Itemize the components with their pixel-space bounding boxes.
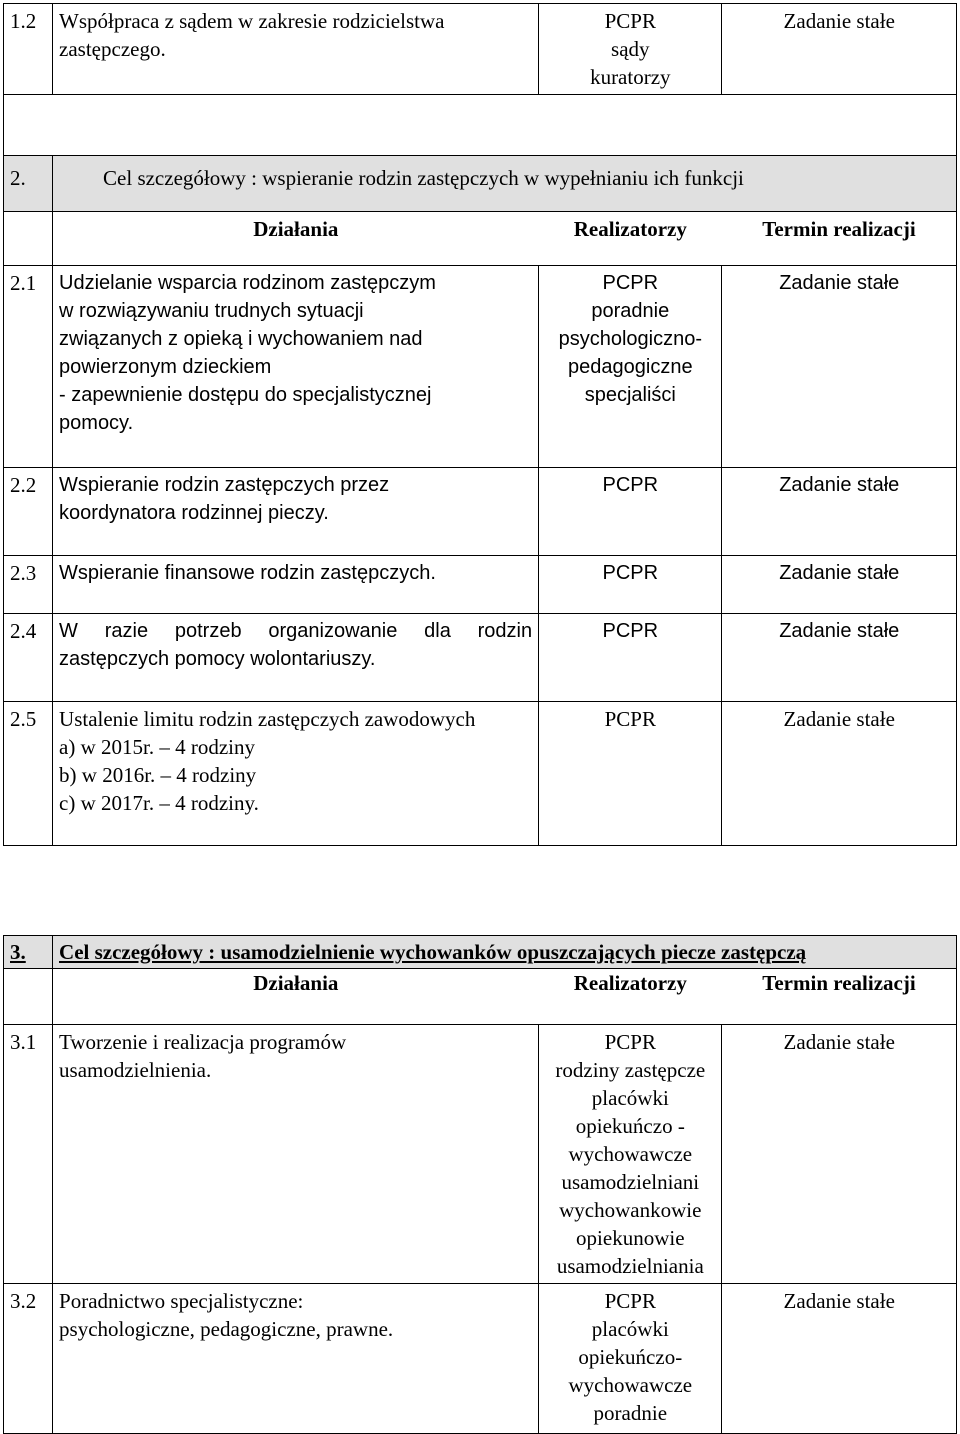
row-realizers: PCPR poradnie psychologiczno- pedagogiczne specjaliści [539,266,722,468]
row-number: 2.3 [4,556,53,614]
row-realizers: PCPR sądy kuratorzy [539,4,722,95]
row-realizers: PCPR [539,614,722,702]
header-row [4,969,957,1025]
row-term: Zadanie stałe [722,266,957,468]
row-action: Udzielanie wsparcia rodzinom zastępczym w rozwiązywaniu trudnych sytuacji związanych z opieką i wychowaniem nad powierzonym dzieckiem - zapewnienie dostępu do specjalistycznej pomocy. [53,266,539,468]
row-number: 3.1 [4,1025,53,1284]
goal-title: Cel szczegółowy : usamodzielnienie wychowanków opuszczających piecze zastępczą [53,936,957,969]
row-number: 2.1 [4,266,53,468]
header-actions: Działania [53,212,539,266]
table-row [4,702,957,846]
table-row [4,468,957,556]
row-action: Poradnictwo specjalistyczne: psychologiczne, pedagogiczne, prawne. [53,1284,539,1434]
row-number: 3.2 [4,1284,53,1434]
row-term: Zadanie stałe [722,4,957,95]
row-number: 2.5 [4,702,53,846]
row-realizers: PCPR [539,556,722,614]
row-realizers: PCPR [539,468,722,556]
row-action: Wspieranie finansowe rodzin zastępczych. [53,556,539,614]
spacer-row [4,95,957,156]
table-row [4,4,957,95]
table-row [4,556,957,614]
row-number: 1.2 [4,4,53,95]
row-realizers: PCPR [539,702,722,846]
goal-number: 2. [4,156,53,212]
row-action: Tworzenie i realizacja programów usamodzielnienia. [53,1025,539,1284]
header-term: Termin realizacji [722,212,957,266]
goal-row [4,156,957,212]
header-realizers: Realizatorzy [539,212,722,266]
row-term: Zadanie stałe [722,614,957,702]
row-term: Zadanie stałe [722,702,957,846]
header-realizers: Realizatorzy [539,969,722,1025]
row-term: Zadanie stałe [722,556,957,614]
row-action: W razie potrzeb organizowanie dla rodzin zastępczych pomocy wolontariuszy. [53,614,539,702]
tasks-table-goal-3 [3,935,957,1434]
row-realizers: PCPR rodziny zastępcze placówki opiekuńczo - wychowawcze usamodzielniani wychowankowie opiekunowie usamodzielniania [539,1025,722,1284]
row-number: 2.4 [4,614,53,702]
header-row [4,212,957,266]
table-row [4,614,957,702]
row-term: Zadanie stałe [722,1025,957,1284]
goal-number: 3. [4,936,53,969]
row-realizers: PCPR placówki opiekuńczo- wychowawcze poradnie [539,1284,722,1434]
header-actions: Działania [53,969,539,1025]
tasks-table-goal-2 [3,3,957,846]
row-term: Zadanie stałe [722,468,957,556]
header-term: Termin realizacji [722,969,957,1025]
row-action: Wspieranie rodzin zastępczych przez koordynatora rodzinnej pieczy. [53,468,539,556]
row-number: 2.2 [4,468,53,556]
row-action: Ustalenie limitu rodzin zastępczych zawodowych a) w 2015r. – 4 rodziny b) w 2016r. – 4 rodziny c) w 2017r. – 4 rodziny. [53,702,539,846]
table-row [4,266,957,468]
row-action: Współpraca z sądem w zakresie rodzicielstwa zastępczego. [53,4,539,95]
goal-row [4,936,957,969]
table-row [4,1284,957,1434]
goal-title: Cel szczegółowy : wspieranie rodzin zastępczych w wypełnianiu ich funkcji [53,156,957,212]
table-row [4,1025,957,1284]
row-term: Zadanie stałe [722,1284,957,1434]
